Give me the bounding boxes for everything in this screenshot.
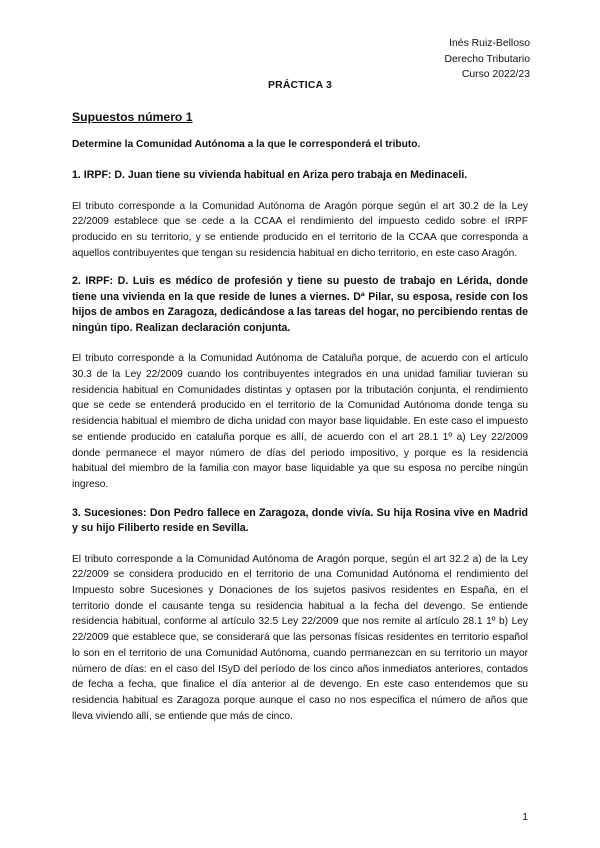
subject-name: Derecho Tributario	[444, 53, 530, 65]
document-header	[445, 36, 530, 83]
answer-3: El tributo corresponde a la Comunidad Autónoma de Aragón porque, según el art 32.2 a) de la Ley 22/2009 se considera producido en el territorio de una Comunidad Autónoma el rendimiento del Impuesto sobre Sucesiones y Donaciones de los sujetos pasivos residentes en España, en el territorio donde el causante tenga su residencia habitual a la fecha del devengo. Se entiende residencia habitual, conforme al artículo 32.5 Ley 22/2009 que nos remite al artículo 28.1 1º b) Ley 22/2009 que establece que, se considerará que las personas físicas residentes en territorio español lo son en el territorio de una Comunidad Autónoma, cuando permanezcan en su territorio un mayor número de días: en el caso del ISyD del período de los cinco años inmediatos anteriores, contados de fecha a fecha, que finalice el día anterior al de devengo. En este caso entendemos que su residencia habitual es Zaragoza porque aunque el caso no nos especifica el número de años que lleva viviendo allí, se entiende que más de cinco.	[72, 553, 528, 722]
question-1: 1. IRPF: D. Juan tiene su vivienda habitual en Ariza pero trabaja en Medinaceli.	[72, 169, 468, 181]
question-3: 3. Sucesiones: Don Pedro fallece en Zaragoza, donde vivía. Su hija Rosina vive en Madrid y su hijo Filiberto reside en Sevilla.	[72, 506, 528, 535]
section-instruction: Determine la Comunidad Autónoma a la que le corresponderá el tributo.	[72, 139, 421, 150]
author-name: Inés Ruiz-Belloso	[449, 38, 530, 49]
answer-1: El tributo corresponde a la Comunidad Autónoma de Aragón porque según el art 30.2 de la Ley 22/2009 establece que se cede a la CCAA el rendimiento del impuesto cedido sobre el IRPF producido en su territorio, y se entiende producido en el territorio de la CCAA que corresponda a aquellos contribuyentes que tengan su residencia habitual en dicho territorio, en este caso Aragón.	[72, 200, 528, 259]
document-body	[72, 110, 528, 737]
section-heading: Supuestos número 1	[72, 110, 193, 124]
question-2: 2. IRPF: D. Luis es médico de profesión y tiene su puesto de trabajo en Lérida, donde tiene una vivienda en la que reside de lunes a viernes. Dª Pilar, su esposa, reside con los hijos de ambos en Zaragoza, dedicándose a las tareas del hogar, no percibiendo rentas de ningún tipo. Realizan declaración conjunta.	[72, 275, 528, 334]
page-number: 1	[522, 812, 528, 823]
answer-2: El tributo corresponde a la Comunidad Autónoma de Cataluña porque, de acuerdo con el artículo 30.3 de la Ley 22/2009 cuando los contribuyentes integrados en una unidad familiar tuvieran su residencia habitual en Comunidades distintas y optasen por la tributación conjunta, el rendimiento que se cede se entenderá producido en el territorio de la Comunidad Autónoma donde tenga su residencia habitual el miembro de dicha unidad con mayor base liquidable. En este caso el impuesto se entiende producido en cataluña porque es allí, de acuerdo con el art 28.1 1º a) Ley 22/2009 donde permanece el mayor número de días del periodo impositivo, y porque es la residencia habitual del miembro de la familia con mayor base liquidable ya que su esposa no percibe ningún ingreso.	[72, 353, 528, 490]
document-title: PRÁCTICA 3	[268, 80, 332, 91]
course-year: Curso 2022/23	[461, 69, 530, 80]
